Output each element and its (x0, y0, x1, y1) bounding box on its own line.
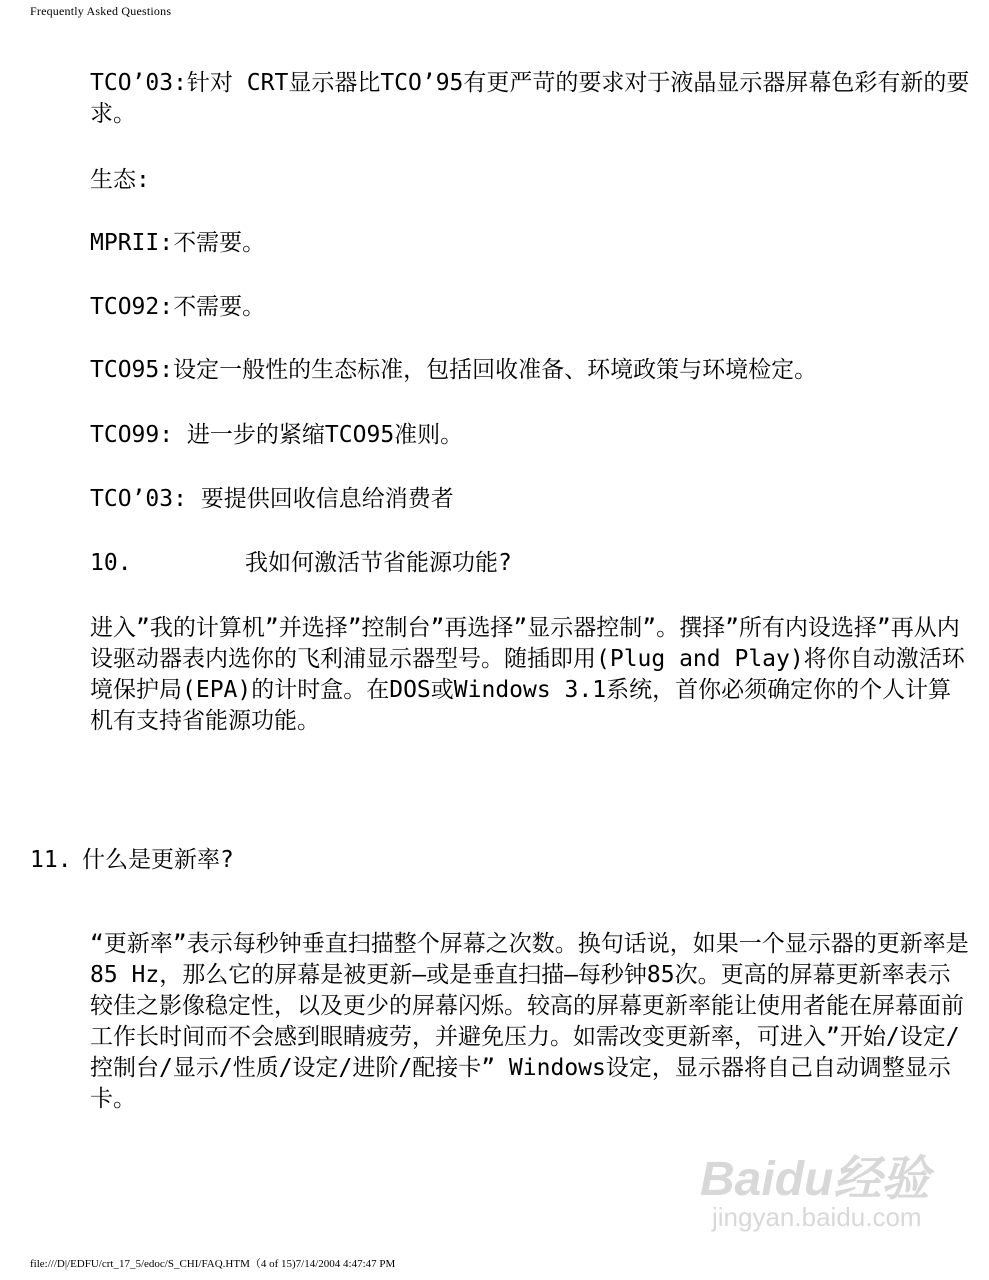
paragraph-tco03-crt: TCO’03:针对 CRT显示器比TCO’95有更严苛的要求对于液晶显示器屏幕色彩有新的要求。 (90, 70, 970, 127)
watermark-url: jingyan.baidu.com (712, 1202, 922, 1232)
page-header: Frequently Asked Questions (30, 4, 172, 18)
question-11 (30, 845, 234, 876)
question-10-text: 我如何激活节省能源功能? (245, 550, 512, 576)
paragraph-mprii: MPRII:不需要。 (90, 230, 266, 256)
question-11-text: 什么是更新率? (82, 847, 234, 873)
paragraph-tco99: TCO99: 进一步的紧缩TCO95准则。 (90, 422, 464, 448)
baidu-watermark (700, 1140, 970, 1250)
question-10 (90, 548, 970, 579)
paragraph-tco95: TCO95:设定一般性的生态标准，包括回收准备、环境政策与环境检定。 (90, 357, 818, 383)
question-10-number: 10. (90, 550, 132, 576)
watermark-logo: Baidu经验 (700, 1153, 930, 1206)
paragraph-tco03-recycle: TCO’03: 要提供回收信息给消费者 (90, 486, 454, 512)
paragraph-tco92: TCO92:不需要。 (90, 294, 266, 320)
paragraph-ecology: 生态: (90, 167, 150, 193)
page-footer: file:///D|/EDFU/crt_17_5/edoc/S_CHI/FAQ.HTM（4 of 15)7/14/2004 4:47:47 PM (30, 1258, 396, 1270)
question-11-number: 11. (30, 847, 72, 873)
answer-10: 进入”我的计算机”并选择”控制台”再选择”显示器控制”。撰择”所有内设选择”再从内设驱动器表内选你的飞利浦显示器型号。随插即用(Plug and Play)将你自动激活环境保护局(EPA)的计时盒。在DOS或Windows 3.1系统，首你必须确定你的个人计算机有支持省能源功能。 (90, 615, 965, 734)
answer-11: “更新率”表示每秒钟垂直扫描整个屏幕之次数。换句话说，如果一个显示器的更新率是85 Hz，那么它的屏幕是被更新—或是垂直扫描—每秒钟85次。更高的屏幕更新率表示较佳之影像稳定性，以及更少的屏幕闪烁。较高的屏幕更新率能让使用者能在屏幕面前工作长时间而不会感到眼睛疲劳，并避免压力。如需改变更新率，可进入”开始/设定/控制台/显示/性质/设定/进阶/配接卡” Windows设定，显示器将自己自动调整显示卡。 (90, 931, 969, 1112)
